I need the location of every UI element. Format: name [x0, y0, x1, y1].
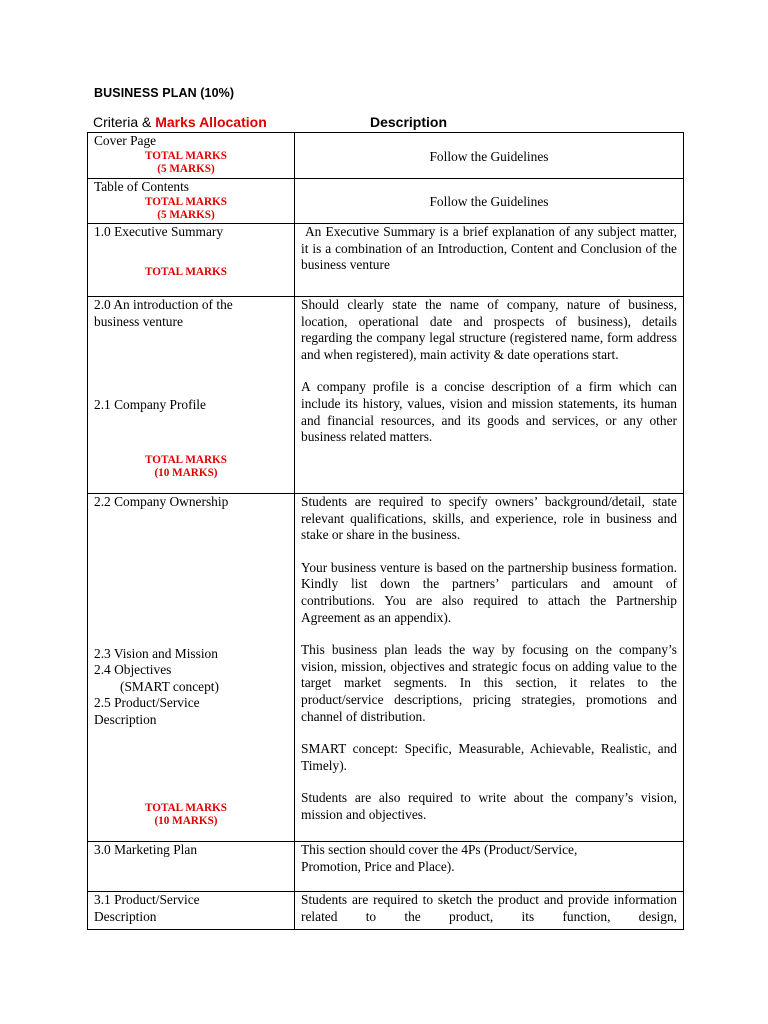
- criteria-label: 2.0 An introduction of the business venture: [94, 297, 233, 329]
- criteria-label: Table of Contents: [94, 179, 190, 194]
- marks-allocation-table: [87, 132, 684, 930]
- description-text: Follow the Guidelines: [429, 193, 549, 209]
- description-text: Follow the Guidelines: [429, 148, 549, 164]
- total-marks-heading: TOTAL MARKS: [145, 149, 227, 162]
- table-row: [88, 842, 684, 892]
- document-title: BUSINESS PLAN (10%): [94, 86, 235, 100]
- criteria-cell: [88, 494, 295, 842]
- total-marks-heading: TOTAL MARKS: [145, 195, 227, 208]
- criteria-cell: [88, 297, 295, 494]
- total-marks-label: [84, 196, 288, 223]
- total-marks-label: [84, 150, 288, 177]
- total-marks-value: (10 MARKS): [154, 815, 218, 828]
- description-text: This section should cover the 4Ps (Product/Service, Promotion, Price and Place).: [301, 842, 578, 874]
- description-text: Students are also required to write about the company’s vision, mission and objectives.: [301, 790, 677, 822]
- total-marks-heading: TOTAL MARKS: [145, 453, 227, 466]
- total-marks-heading: TOTAL MARKS: [145, 265, 227, 278]
- description-text: An Executive Summary is a brief explanation of any subject matter, it is a combination of an Introduction, Content and Conclusion of the business venture: [301, 224, 677, 273]
- criteria-label: 3.1 Product/Service Description: [94, 892, 200, 924]
- criteria-label: (SMART concept): [120, 678, 219, 694]
- table-row: [88, 297, 684, 494]
- criteria-cell: [88, 842, 295, 892]
- total-marks-value: (5 MARKS): [157, 163, 215, 176]
- criteria-label: 3.0 Marketing Plan: [94, 842, 198, 857]
- criteria-label: 2.3 Vision and Mission: [94, 645, 218, 661]
- description-text: Should clearly state the name of company, nature of business, location, operational date and prospects of business), details regarding the company legal structure (registered name, form address and when registered), main activity & date operations start.: [301, 297, 677, 362]
- criteria-label: Cover Page: [94, 133, 157, 148]
- description-cell: [295, 494, 684, 842]
- table-row: [88, 494, 684, 842]
- criteria-cell: [88, 224, 295, 297]
- criteria-label: 2.5 Product/Service Description: [94, 695, 200, 727]
- description-cell: [295, 133, 684, 179]
- criteria-cell: [88, 892, 295, 930]
- total-marks-value: (10 MARKS): [154, 467, 218, 480]
- description-text: This business plan leads the way by focusing on the company’s vision, mission, objectives and strategic focus on adding value to the target market segments. In this section, it relates to the product/service descriptions, pricing strategies, promotions and channel of distribution.: [301, 642, 677, 724]
- table-row: [88, 179, 684, 224]
- description-text: Students are required to specify owners’ background/detail, state relevant qualifications, skills, and experience, role in business and stake or share in the business.: [301, 494, 677, 543]
- criteria-label: 2.2 Company Ownership: [94, 494, 229, 509]
- description-text: Your business venture is based on the partnership business formation. Kindly list down the partners’ particulars and amount of contributions. You are also required to attach the Partnership Agreement as an appendix).: [301, 559, 677, 625]
- description-cell: [295, 179, 684, 224]
- description-text: Students are required to sketch the product and provide information related to the product, its function, design,: [301, 892, 677, 924]
- criteria-cell: [88, 133, 295, 179]
- description-text: SMART concept: Specific, Measurable, Achievable, Realistic, and Timely).: [301, 741, 677, 773]
- total-marks-label: [84, 802, 288, 829]
- description-text: A company profile is a concise description of a firm which can include its history, values, vision and mission statements, its human and financial resources, and its goods and services, or any other business related matters.: [301, 379, 677, 445]
- description-column-header: Description: [370, 114, 448, 130]
- description-cell: [295, 892, 684, 930]
- total-marks-label: [84, 266, 288, 280]
- criteria-label: 2.4 Objectives: [94, 662, 172, 678]
- total-marks-label: [84, 454, 288, 481]
- total-marks-heading: TOTAL MARKS: [145, 801, 227, 814]
- description-cell: [295, 224, 684, 297]
- criteria-label: 1.0 Executive Summary: [94, 224, 224, 239]
- table-row: [88, 133, 684, 179]
- description-cell: [295, 297, 684, 494]
- criteria-column-header: [93, 114, 267, 130]
- marks-allocation-header: Marks Allocation: [155, 114, 267, 130]
- criteria-cell: [88, 179, 295, 224]
- table-row: [88, 892, 684, 930]
- criteria-label: 2.1 Company Profile: [94, 397, 206, 413]
- criteria-header-prefix: Criteria &: [93, 114, 156, 130]
- description-cell: [295, 842, 684, 892]
- total-marks-value: (5 MARKS): [157, 209, 215, 222]
- table-row: [88, 224, 684, 297]
